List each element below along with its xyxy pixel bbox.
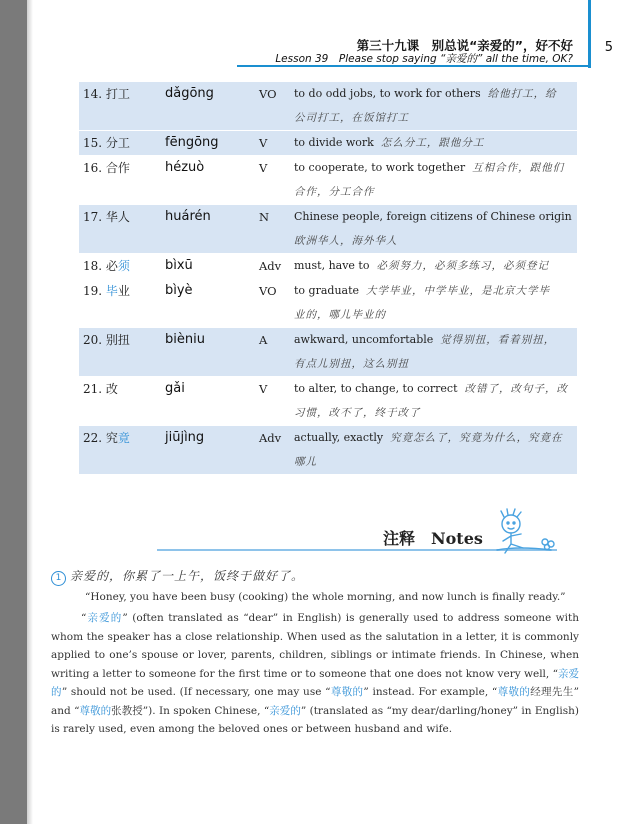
definition-text: to graduate (294, 284, 360, 297)
example-line: 有点儿别扭，这么别扭 (294, 358, 409, 370)
vocab-pinyin: fēngōng (165, 135, 219, 150)
text-segment: ” (often translated as “dear” in English) is generally used to address someone with whom the speaker has a close relationship. When used as the salutation in a letter, it is commonly applied to one’s spouse or lover, parents, children, siblings or intimate friends. In Chinese, when writing a letter to someone for the first time or to someone that one does not know very well, “ (51, 612, 579, 680)
vocab-definition (294, 279, 576, 327)
vocab-part-of-speech: Adv (259, 259, 282, 273)
vocab-definition (294, 328, 576, 376)
vocab-pinyin: bìxū (165, 258, 193, 273)
vocab-row (79, 328, 577, 376)
example-line: 究竟怎么了，究竟为什么，究竟在 (390, 432, 563, 444)
note-number-badge: 1 (51, 571, 66, 586)
vocab-part-of-speech: V (259, 382, 268, 396)
header-rule (237, 65, 589, 67)
vocab-pinyin: hézuò (165, 160, 205, 175)
textbook-page (27, 0, 631, 824)
vocab-number-word: 16. 合作 (83, 161, 130, 175)
text-segment: ” instead. For example, “ (363, 686, 498, 698)
vocab-part-of-speech: A (259, 333, 268, 347)
vocab-number-word: 22. 究竟 (83, 431, 130, 445)
vocab-row (79, 156, 577, 204)
notes-heading: 注释 Notes (383, 529, 483, 548)
highlighted-term: 尊敬的 (497, 686, 531, 698)
example-line: 公司打工，在饭馆打工 (294, 112, 409, 124)
example-line: 大学毕业，中学毕业，是北京大学毕 (366, 285, 551, 297)
highlighted-term: 亲爱的 (86, 612, 123, 624)
vocab-pinyin: jiūjìng (165, 430, 205, 445)
example-line: 改错了，改句子，改 (464, 383, 568, 395)
vocab-definition (294, 426, 576, 474)
vocab-pinyin: huárén (165, 209, 211, 224)
lesson-title-english: Lesson 39 Please stop saying “亲爱的” all the time, OK? (275, 53, 573, 65)
vocab-definition (294, 82, 576, 130)
page-number: 5 (604, 40, 613, 55)
vocab-definition (294, 131, 576, 155)
note-1-explanation (51, 609, 579, 739)
definition-text: must, have to (294, 259, 370, 272)
example-line: 互相合作，跟他们 (472, 162, 565, 174)
text-segment: 经理先生” and “ (51, 686, 579, 717)
example-line: 业的，哪儿毕业的 (294, 309, 386, 321)
vocab-definition (294, 156, 576, 204)
vocab-number-word: 19. 毕业 (83, 284, 130, 298)
example-line: 习惯，改不了，终于改了 (294, 407, 421, 419)
vocab-row (79, 82, 577, 130)
vocab-part-of-speech: VO (259, 87, 277, 101)
example-line: 哪儿 (294, 456, 317, 468)
vocab-pinyin: gǎi (165, 381, 185, 396)
vocab-row (79, 377, 577, 425)
vocab-part-of-speech: Adv (259, 431, 282, 445)
page-header (27, 0, 631, 72)
vocab-number-word: 14. 打工 (83, 87, 130, 101)
definition-text: to alter, to change, to correct (294, 382, 458, 395)
vocab-number-word: 15. 分工 (83, 136, 130, 150)
vocab-number-word: 20. 别扭 (83, 333, 130, 347)
example-line: 觉得别扭，看着别扭， (440, 334, 556, 346)
highlighted-term: 尊敬的 (79, 704, 112, 717)
highlighted-term: 亲爱的 (51, 667, 580, 698)
vocab-part-of-speech: V (259, 136, 268, 150)
definition-text: to do odd jobs, to work for others (294, 87, 481, 100)
example-line: 给他打工，给 (487, 88, 557, 100)
cartoon-figure-icon (489, 506, 559, 562)
vocab-definition (294, 377, 576, 425)
vocab-definition (294, 205, 576, 253)
vocab-pinyin: bièniu (165, 332, 205, 347)
vocab-row (79, 279, 577, 327)
highlighted-term: 亲爱的 (269, 704, 301, 717)
highlighted-term: 尊敬的 (330, 686, 364, 698)
vocab-row (79, 205, 577, 253)
text-segment: “ (81, 612, 87, 624)
note-1-chinese-sentence: 亲爱的，你累了一上午，饭终于做好了。 (70, 569, 305, 583)
text-segment: ” (translated as “my dear/darling/honey” in English) is rarely used, even among the beloved ones or between husband and wife. (51, 704, 579, 735)
vocab-number-word: 17. 华人 (83, 210, 130, 224)
vocab-pinyin: bìyè (165, 283, 193, 298)
header-accent-bar (588, 0, 591, 68)
vocab-part-of-speech: VO (259, 284, 277, 298)
example-line: 必须努力，必须多练习，必须登记 (376, 260, 549, 272)
vocab-number-word: 21. 改 (83, 382, 118, 396)
vocab-part-of-speech: N (259, 210, 270, 224)
example-line: 怎么分工，跟他分工 (380, 137, 485, 149)
highlighted-character: 竟 (117, 431, 130, 445)
example-line: 欧洲华人，海外华人 (294, 235, 398, 247)
definition-text: awkward, uncomfortable (294, 333, 434, 346)
vocab-row (79, 254, 577, 278)
lesson-title-chinese: 第三十九课 别总说“亲爱的”，好不好 (356, 38, 573, 53)
vocab-part-of-speech: V (259, 161, 268, 175)
highlighted-character: 毕 (105, 284, 118, 298)
vocab-pinyin: dǎgōng (165, 86, 214, 101)
definition-text: to divide work (294, 136, 374, 149)
note-1-heading (51, 567, 304, 586)
vocab-definition (294, 254, 576, 278)
text-segment: 张教授”). In spoken Chinese, “ (111, 704, 270, 717)
vocab-row (79, 426, 577, 474)
definition-text: Chinese people, foreign citizens of Chinese origin (294, 210, 572, 223)
definition-text: actually, exactly (294, 431, 384, 444)
example-line: 合作，分工合作 (294, 186, 375, 198)
note-1-translation: “Honey, you have been busy (cooking) the whole morning, and now lunch is finally ready.” (85, 591, 566, 603)
vocabulary-table (79, 82, 577, 474)
text-segment: ” should not be used. (If necessary, one may use “ (61, 686, 331, 698)
definition-text: to cooperate, to work together (294, 161, 466, 174)
highlighted-character: 须 (117, 259, 130, 273)
vocab-number-word: 18. 必须 (83, 259, 130, 273)
vocab-row (79, 131, 577, 155)
